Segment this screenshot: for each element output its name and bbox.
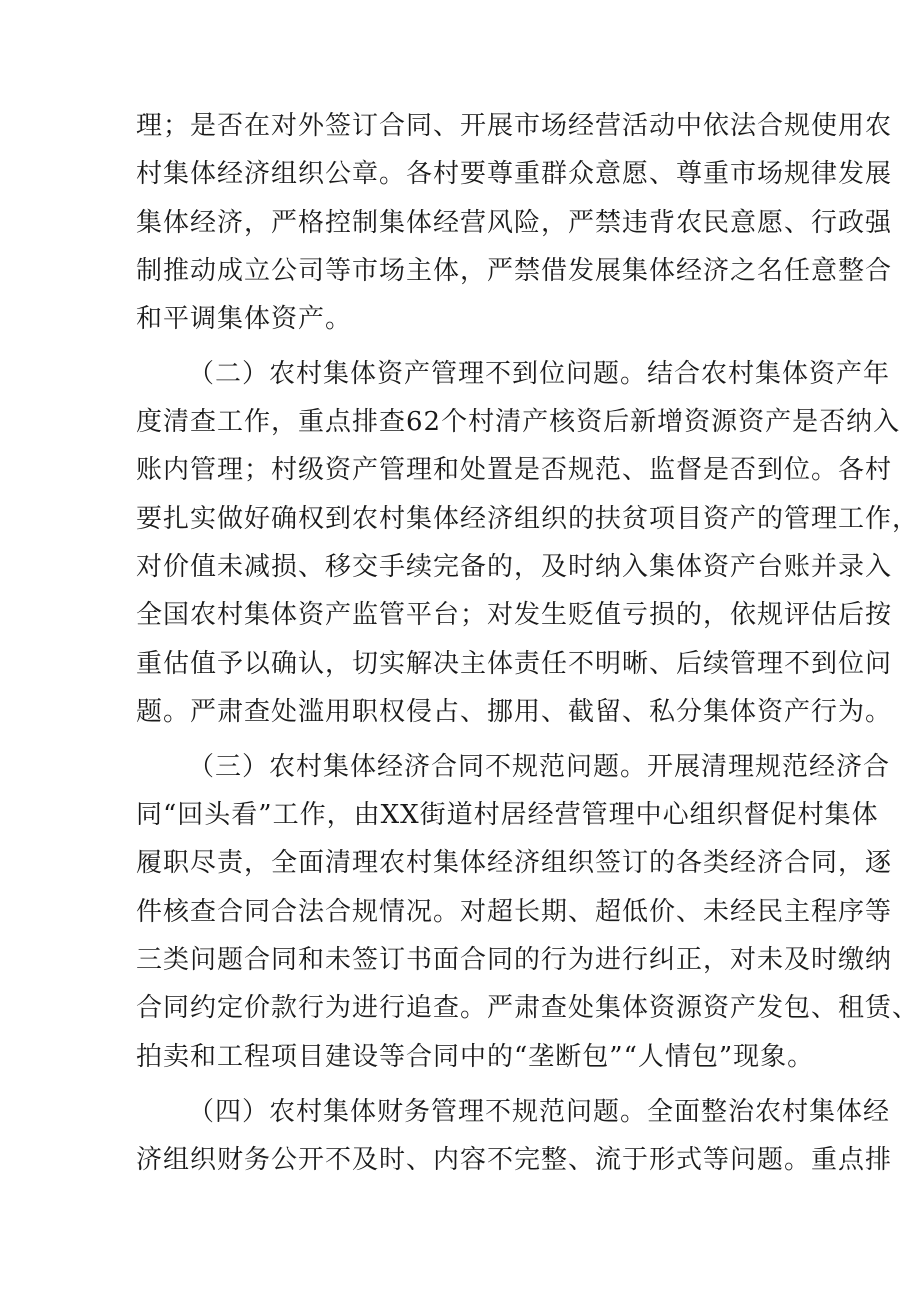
paragraph-heading-line: （三）农村集体经济合同不规范问题。开展清理规范经济合: [188, 752, 891, 782]
text-line: 制推动成立公司等市场主体，严禁借发展集体经济之名任意整合: [136, 256, 893, 286]
text-line: 对价值未减损、移交手续完备的，及时纳入集体资产台账并录入: [136, 552, 893, 582]
text-line: 题。严肃查处滥用职权侵占、挪用、截留、私分集体资产行为。: [136, 697, 893, 727]
text-line: 账内管理；村级资产管理和处置是否规范、监督是否到位。各村: [136, 455, 893, 485]
text-line: 拍卖和工程项目建设等合同中的“垄断包”“人情包”现象。: [136, 1042, 815, 1072]
text-line: 村集体经济组织公章。各村要尊重群众意愿、尊重市场规律发展: [136, 159, 893, 189]
text-line: 三类问题合同和未签订书面合同的行为进行纠正，对未及时缴纳: [136, 945, 893, 975]
paragraph-heading-line: （四）农村集体财务管理不规范问题。全面整治农村集体经: [188, 1097, 891, 1127]
text-line: 集体经济，严格控制集体经营风险，严禁违背农民意愿、行政强: [136, 208, 893, 238]
text-line: 全国农村集体资产监管平台；对发生贬值亏损的，依规评估后按: [136, 600, 893, 630]
text-line: 同“回头看”工作，由XX街道村居经营管理中心组织督促村集体: [136, 800, 879, 830]
text-line: 要扎实做好确权到农村集体经济组织的扶贫项目资产的管理工作，: [136, 504, 920, 534]
text-line: 重估值予以确认，切实解决主体责任不明晰、后续管理不到位问: [136, 649, 893, 679]
text-line: 件核查合同合法合规情况。对超长期、超低价、未经民主程序等: [136, 897, 893, 927]
text-line: 和平调集体资产。: [136, 304, 353, 334]
text-line: 理；是否在对外签订合同、开展市场经营活动中依法合规使用农: [136, 111, 893, 141]
text-line: 济组织财务公开不及时、内容不完整、流于形式等问题。重点排: [136, 1145, 893, 1175]
paragraph-heading-line: （二）农村集体资产管理不到位问题。结合农村集体资产年: [188, 359, 891, 389]
text-line: 合同约定价款行为进行追查。严肃查处集体资源资产发包、租赁、: [136, 993, 920, 1023]
text-line: 度清查工作，重点排查62个村清产核资后新增资源资产是否纳入: [136, 407, 901, 437]
text-line: 履职尽责，全面清理农村集体经济组织签订的各类经济合同，逐: [136, 848, 893, 878]
